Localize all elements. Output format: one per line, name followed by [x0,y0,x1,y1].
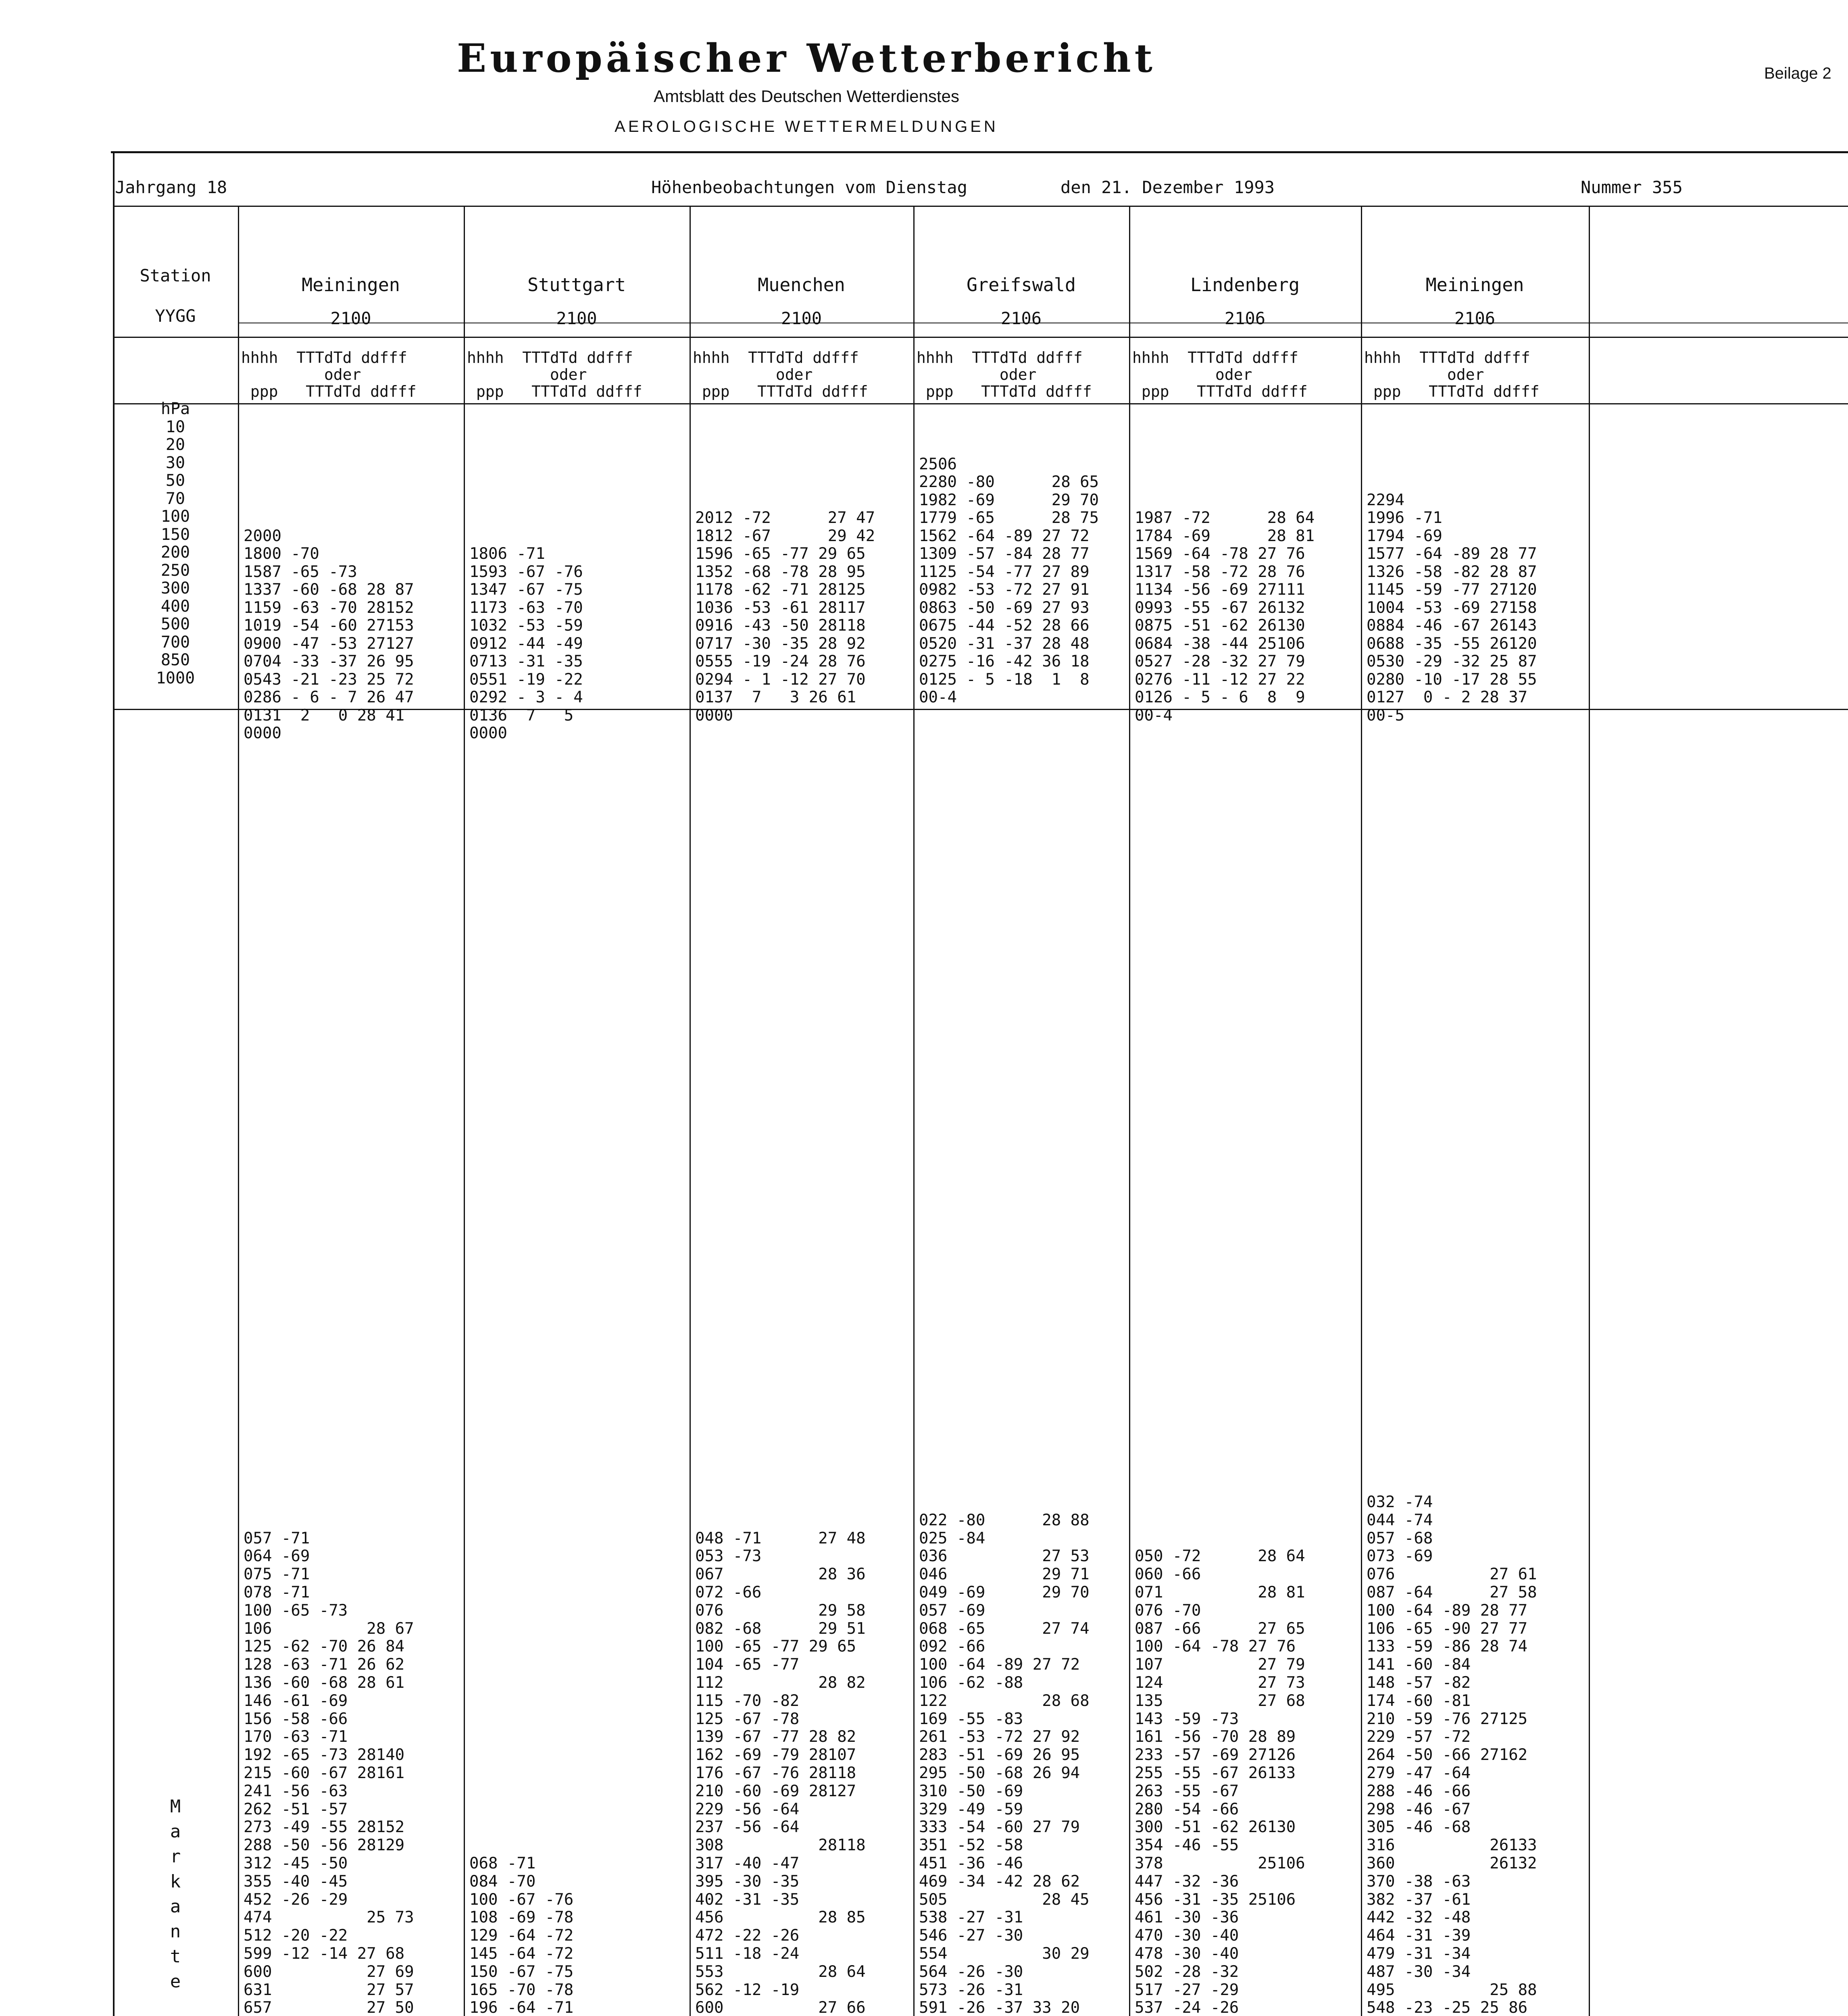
column-header: hhhh TTTdTd ddfff [467,349,633,367]
significant-points: 057 -71 064 -69 075 -71 078 -71 100 -65 -73 106 28 67 125 -62 -70 26 84 128 -63 -71 26 62 136 -60 -68 28 61 146 -61 -69 156 -58 -66 170 -63 -71 192 -65 -73 28140 215 -60 -67 28161 241 -56 -63 262 -51 -57 273 -49 -55 28152 288 -50 -56 28129 312 -45 -50 355 -40 -45 452 -26 -29 474 25 73 512 -20 -22 599 -12 -14 27 68 600 27 69 631 27 57 657 27 50 [244,1529,414,2016]
top-rule [111,151,1848,153]
table-column-line [913,206,915,2016]
table-column-line [1361,206,1362,2016]
station-yygg: 2100 [556,308,597,328]
station-name: Stuttgart [527,274,626,296]
column-header: oder [1132,366,1252,383]
table-row-line [113,403,1848,404]
station-yygg: 2106 [1000,308,1042,328]
table-column-line [464,206,465,2016]
table-column-line [690,206,691,2016]
column-header: hhhh TTTdTd ddfff [693,349,859,367]
column-header: ppp TTTdTd ddfff [1364,383,1540,400]
info-bar [113,160,1848,206]
column-header: hhhh TTTdTd ddfff [1364,349,1530,367]
pressure-levels: hPa 10 20 30 50 70 100 150 200 250 300 400 500 700 850 1000 [156,400,195,687]
page-title: Europäischer Wetterbericht [457,35,1156,81]
volume: Jahrgang 18 [115,177,227,197]
observation-label: Höhenbeobachtungen vom Dienstag [651,177,967,197]
yygg-label: YYGG [155,306,196,326]
standard-levels: 2294 1996 -71 1794 -69 1577 -64 -89 28 77 1326 -58 -82 28 87 1145 -59 -77 27120 1004 -53 -69 27158 0884 -46 -67 26143 0688 -35 -55 26120 0530 -29 -32 25 87 0280 -10 -17 28 55 0127 0 - 2 28 37 00-5 [1367,491,1537,725]
column-header: oder [693,366,813,383]
significant-points: 048 -71 27 48 053 -73 067 28 36 072 -66 076 29 58 082 -68 29 51 100 -65 -77 29 65 104 -65 -77 112 28 82 115 -70 -82 125 -67 -78 139 -67 -77 28 82 162 -69 -79 28107 176 -67 -76 28118 210 -60 -69 28127 229 -56 -64 237 -56 -64 308 28118 317 -40 -47 395 -30 -35 402 -31 -35 456 28 85 472 -22 -26 511 -18 -24 553 28 64 562 -12 -19 600 27 66 [695,1529,866,2016]
supplement-label: Beilage 2 [1764,65,1831,82]
column-header: hhhh TTTdTd ddfff [917,349,1083,367]
column-header: ppp TTTdTd ddfff [917,383,1092,400]
station-name: Lindenberg [1190,274,1300,296]
column-header: oder [241,366,361,383]
significant-points: 050 -72 28 64 060 -66 071 28 81 076 -70 087 -66 27 65 100 -64 -78 27 76 107 27 79 124 27 73 135 27 68 143 -59 -73 161 -56 -70 28 89 233 -57 -69 27126 255 -55 -67 26133 263 -55 -67 280 -54 -66 300 -51 -62 26130 354 -46 -55 378 25106 447 -32 -36 456 -31 -35 25106 461 -30 -36 470 -30 -40 478 -30 -40 502 -28 -32 517 -27 -29 537 -24 -26 [1135,1547,1305,2016]
standard-levels: 1806 -71 1593 -67 -76 1347 -67 -75 1173 -63 -70 1032 -53 -59 0912 -44 -49 0713 -31 -35 0551 -19 -22 0292 - 3 - 4 0136 7 5 0000 [469,545,583,742]
table-row-line [113,337,1848,338]
page-header [0,0,1848,145]
standard-levels: 1987 -72 28 64 1784 -69 28 81 1569 -64 -78 27 76 1317 -58 -72 28 76 1134 -56 -69 27111 0993 -55 -67 26132 0875 -51 -62 26130 0684 -38 -44 25106 0527 -28 -32 27 79 0276 -11 -12 27 22 0126 - 5 - 6 8 9 00-4 [1135,509,1315,725]
table-column-line [238,206,239,2016]
column-header: hhhh TTTdTd ddfff [241,349,407,367]
standard-levels: 2000 1800 -70 1587 -65 -73 1337 -60 -68 28 87 1159 -63 -70 28152 1019 -54 -60 27153 0900 -47 -53 27127 0704 -33 -37 26 95 0543 -21 -23 25 72 0286 - 6 - 7 26 47 0131 2 0 28 41 0000 [244,527,414,742]
standard-levels: 2506 2280 -80 28 65 1982 -69 29 70 1779 -65 28 75 1562 -64 -89 27 72 1309 -57 -84 28 77 1125 -54 -77 27 89 0982 -53 -72 27 91 0863 -50 -69 27 93 0675 -44 -52 28 66 0520 -31 -37 28 48 0275 -16 -42 36 18 0125 - 5 -18 1 8 00-4 [919,455,1099,706]
column-header: ppp TTTdTd ddfff [467,383,642,400]
date: den 21. Dezember 1993 [1060,177,1275,197]
significant-points: 068 -71 084 -70 100 -67 -76 108 -69 -78 129 -64 -72 145 -64 -72 150 -67 -75 165 -70 -78 196 -64 -71 [469,1854,574,2016]
table-row-line [113,206,1848,207]
station-yygg: 2100 [330,308,371,328]
column-header: ppp TTTdTd ddfff [241,383,417,400]
standard-levels: 2012 -72 27 47 1812 -67 29 42 1596 -65 -77 29 65 1352 -68 -78 28 95 1178 -62 -71 28125 1036 -53 -61 28117 0916 -43 -50 28118 0717 -30 -35 28 92 0555 -19 -24 28 76 0294 - 1 -12 27 70 0137 7 3 26 61 0000 [695,509,875,725]
station-yygg: 2100 [781,308,822,328]
markante-punkte-label: M a r k a n t e [170,1796,181,1992]
station-yygg: 2106 [1454,308,1496,328]
issue-number: Nummer 355 [1581,177,1683,197]
column-header: oder [1364,366,1484,383]
column-header: oder [467,366,587,383]
page-subtitle: Amtsblatt des Deutschen Wetterdienstes [654,87,959,106]
station-name: Meiningen [302,274,400,296]
section-title: AEROLOGISCHE WETTERMELDUNGEN [615,118,998,135]
significant-points: 022 -80 28 88 025 -84 036 27 53 046 29 71 049 -69 29 70 057 -69 068 -65 27 74 092 -66 100 -64 -89 27 72 106 -62 -88 122 28 68 169 -55 -83 261 -53 -72 27 92 283 -51 -69 26 95 295 -50 -68 26 94 310 -50 -69 329 -49 -59 333 -54 -60 27 79 351 -52 -58 451 -36 -46 469 -34 -42 28 62 505 28 45 538 -27 -31 546 -27 -30 554 30 29 564 -26 -30 573 -26 -31 591 -26 -37 33 20 [919,1511,1090,2016]
column-header: ppp TTTdTd ddfff [693,383,868,400]
station-name: Muenchen [758,274,845,296]
column-header: oder [917,366,1037,383]
table-column-line [1589,206,1590,2016]
table-column-line [1129,206,1130,2016]
station-label: Station [140,266,211,285]
station-name: Greifswald [967,274,1076,296]
column-header: hhhh TTTdTd ddfff [1132,349,1298,367]
station-yygg: 2106 [1224,308,1266,328]
significant-points: 032 -74 044 -74 057 -68 073 -69 076 27 61 087 -64 27 58 100 -64 -89 28 77 106 -65 -90 27 77 133 -59 -86 28 74 141 -60 -84 148 -57 -82 174 -60 -81 210 -59 -76 27125 229 -57 -72 264 -50 -66 27162 279 -47 -64 288 -46 -66 298 -46 -67 305 -46 -68 316 26133 360 26132 370 -38 -63 382 -37 -61 442 -32 -48 464 -31 -39 479 -31 -34 487 -30 -34 495 25 88 548 -23 -25 25 86 [1367,1493,1537,2016]
column-header: ppp TTTdTd ddfff [1132,383,1308,400]
station-name: Meiningen [1425,274,1524,296]
